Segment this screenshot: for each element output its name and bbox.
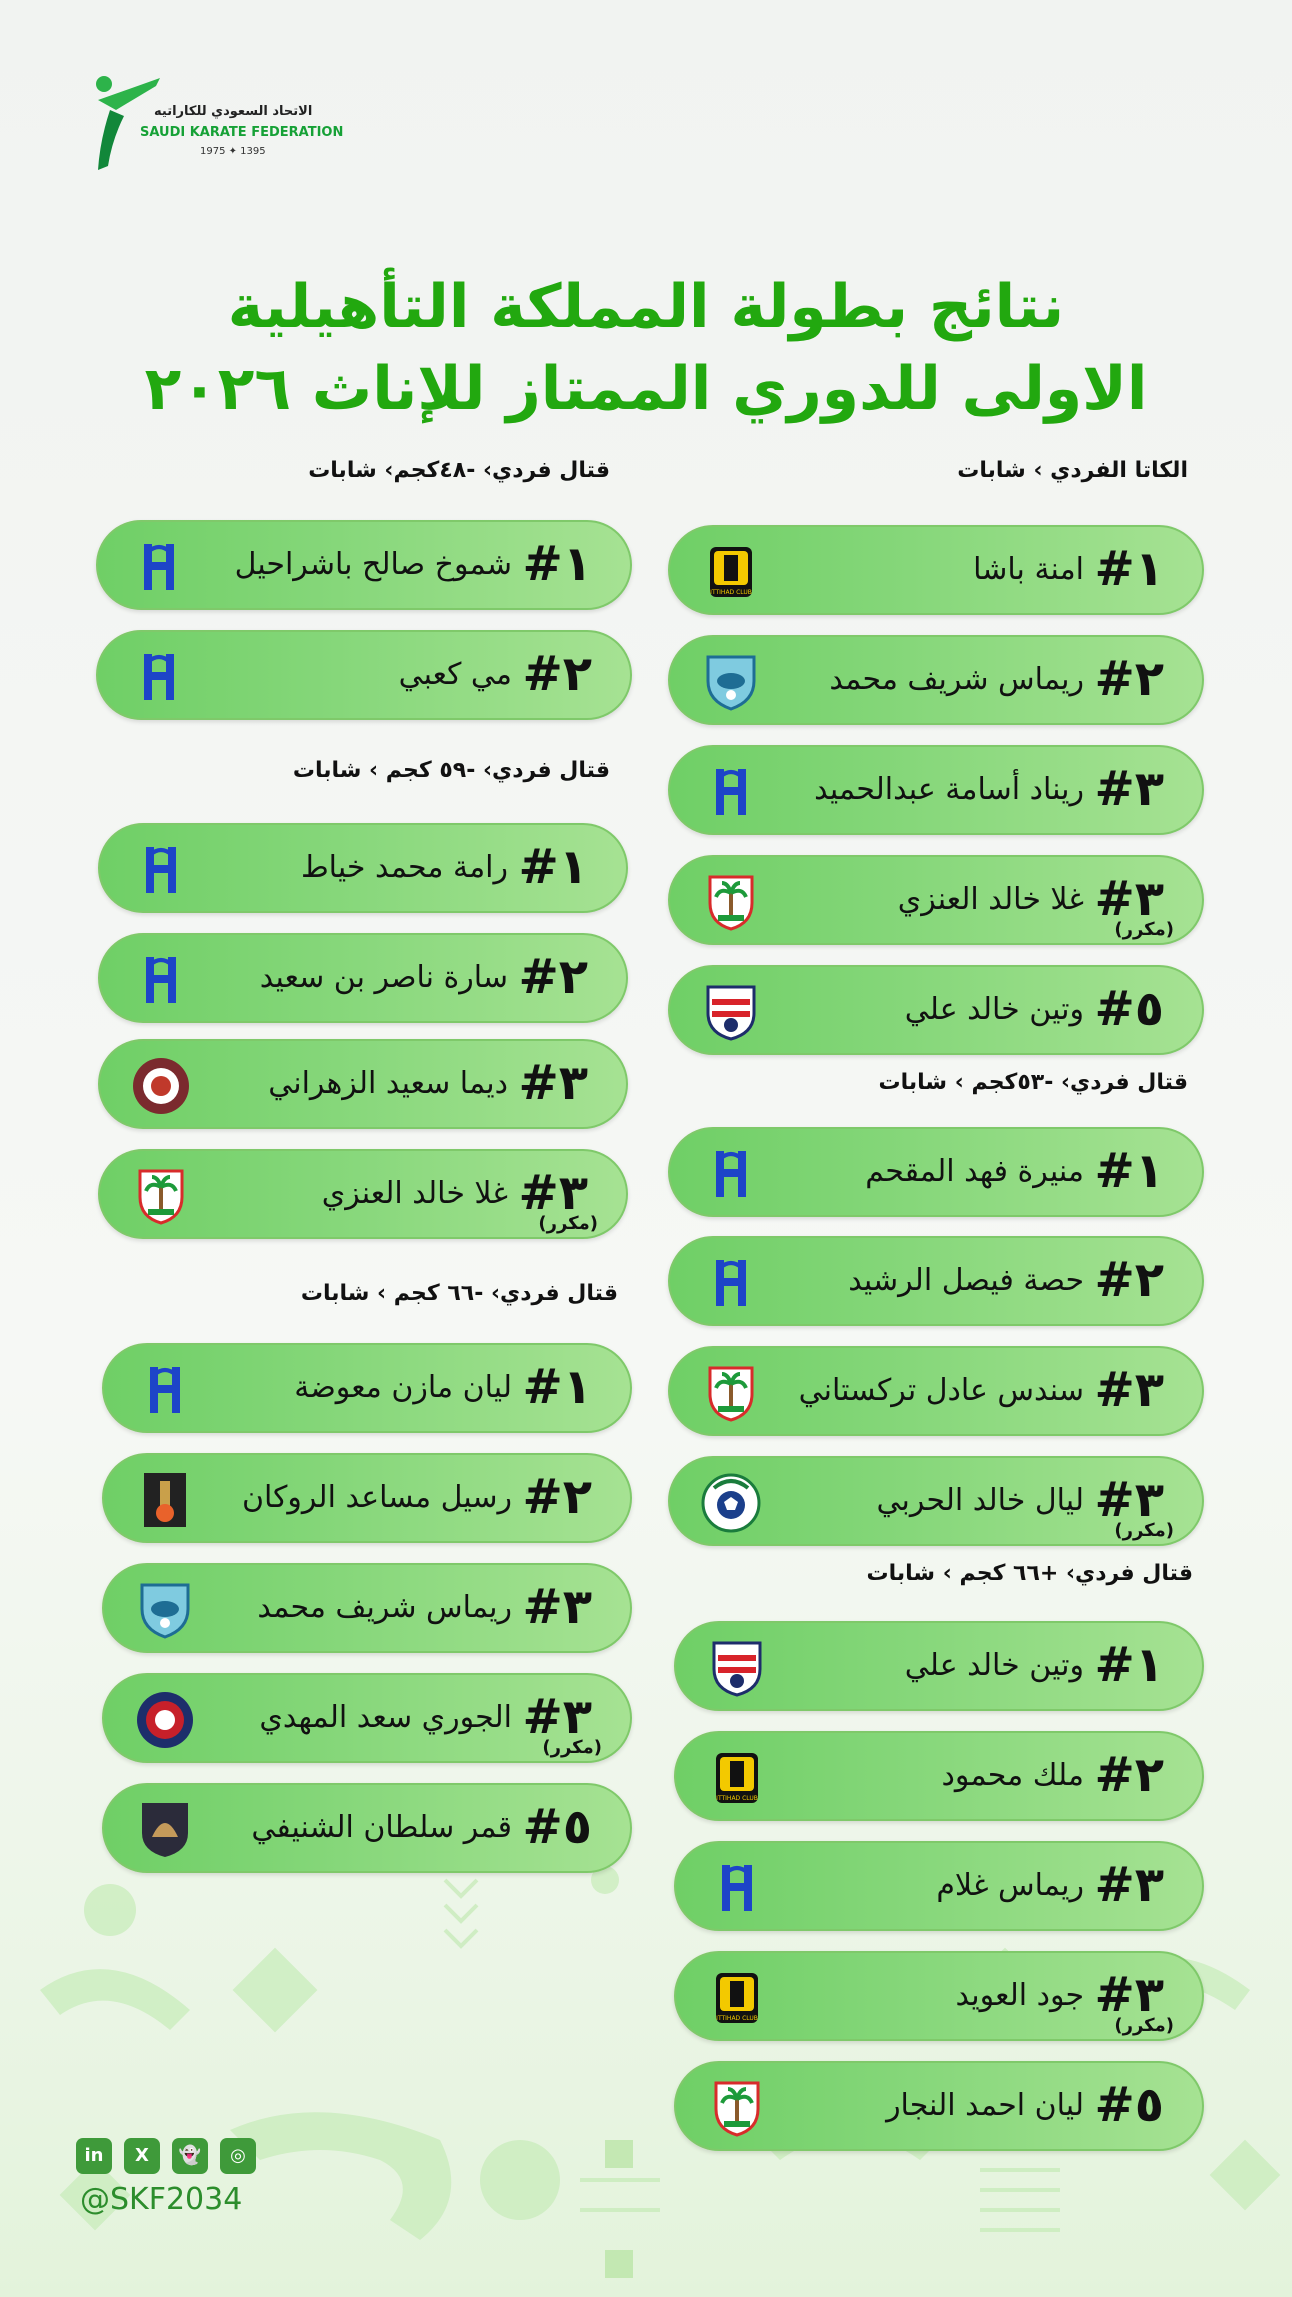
instagram-icon[interactable]: ◎: [220, 2138, 256, 2174]
rank-label: #٥: [1094, 2077, 1164, 2133]
athlete-name: ليان احمد النجار: [886, 2088, 1084, 2123]
bluefish-crest-icon: [700, 651, 762, 713]
result-row: [98, 933, 628, 1023]
palm-crest-icon: [700, 1362, 762, 1424]
result-row: [102, 1783, 632, 1873]
athlete-name: ليان مازن معوضة: [294, 1370, 512, 1405]
athlete-name: الجوري سعد المهدي: [259, 1700, 512, 1735]
round-crest-icon: [134, 1689, 196, 1751]
athlete-name: حصة فيصل الرشيد: [848, 1263, 1084, 1298]
result-row: [674, 2061, 1204, 2151]
linkedin-icon[interactable]: in: [76, 2138, 112, 2174]
ittihad-crest-icon: [700, 541, 762, 603]
hilal-crest-icon: [700, 1252, 762, 1314]
athlete-name: ريماس غلام: [936, 1868, 1084, 1903]
social-handle: @SKF2034: [80, 2182, 243, 2217]
rank-label: #١: [522, 1359, 592, 1415]
athlete-name: قمر سلطان الشنيفي: [251, 1810, 512, 1845]
svg-text:ITTIHAD CLUB: ITTIHAD CLUB: [710, 589, 752, 596]
athlete-name: غلا خالد العنزي: [321, 1176, 508, 1211]
result-row: [668, 1346, 1204, 1436]
athlete-name: منيرة فهد المقحم: [865, 1154, 1084, 1189]
palm-crest-icon: [700, 871, 762, 933]
repeat-label: (مكرر): [538, 1213, 598, 1234]
athlete-name: ملك محمود: [941, 1758, 1084, 1793]
athlete-name: رامة محمد خياط: [300, 850, 508, 885]
org-name-english: SAUDI KARATE FEDERATION: [140, 125, 344, 140]
org-founding-years: 1975 ✦ 1395: [200, 146, 266, 157]
result-row: [102, 1453, 632, 1543]
rank-label: #٣: [1094, 871, 1164, 927]
social-icons: [76, 2138, 256, 2174]
rank-label: #١: [522, 536, 592, 592]
rank-label: #٥: [1094, 981, 1164, 1037]
rank-label: #١: [1094, 1637, 1164, 1693]
result-row: [674, 1731, 1204, 1821]
rank-label: #٣: [522, 1579, 592, 1635]
athlete-name: ريماس شريف محمد: [829, 662, 1084, 697]
result-row: [98, 1149, 628, 1239]
karate-kick-icon: [90, 70, 160, 170]
rank-label: #٢: [1094, 1747, 1164, 1803]
x-icon[interactable]: X: [124, 2138, 160, 2174]
rank-label: #٢: [518, 949, 588, 1005]
rank-label: #٣: [518, 1055, 588, 1111]
result-row: [668, 965, 1204, 1055]
result-row: [102, 1673, 632, 1763]
hilal-crest-icon: [128, 646, 190, 708]
ittihad-crest-icon: [706, 1747, 768, 1809]
repeat-label: (مكرر): [1114, 919, 1174, 940]
shield-crest-icon: [700, 981, 762, 1043]
result-row: [668, 1456, 1204, 1546]
athlete-name: ريناد أسامة عبدالحميد: [814, 772, 1084, 807]
alula-crest-icon: [134, 1799, 196, 1861]
hilal-crest-icon: [700, 1143, 762, 1205]
result-row: [98, 823, 628, 913]
section-heading: قتال فردي› +٦٦ كجم › شابات: [866, 1561, 1193, 1586]
rank-label: #٣: [1094, 1967, 1164, 2023]
athlete-name: جود العويد: [955, 1978, 1084, 2013]
hilal-crest-icon: [706, 1857, 768, 1919]
rank-label: #١: [1094, 1143, 1164, 1199]
svg-text:ITTIHAD CLUB: ITTIHAD CLUB: [716, 2015, 758, 2022]
ittihad-crest-icon: [706, 1967, 768, 2029]
athlete-name: غلا خالد العنزي: [897, 882, 1084, 917]
section-heading: قتال فردي› -٤٨كجم› شابات: [308, 458, 610, 483]
palm-crest-icon: [706, 2077, 768, 2139]
rank-label: #٣: [522, 1689, 592, 1745]
athlete-name: رسيل مساعد الروكان: [241, 1480, 512, 1515]
athlete-name: امنة باشا: [973, 552, 1084, 587]
rank-label: #١: [518, 839, 588, 895]
rank-label: #٢: [522, 1469, 592, 1525]
athlete-name: ديما سعيد الزهراني: [268, 1066, 508, 1101]
result-row: [674, 1951, 1204, 2041]
faisaly-crest-icon: [130, 1055, 192, 1117]
section-heading: الكاتا الفردي › شابات: [957, 458, 1188, 483]
shield-crest-icon: [706, 1637, 768, 1699]
palm-crest-icon: [130, 1165, 192, 1227]
ball-crest-icon: [700, 1472, 762, 1534]
org-name-arabic: الاتحاد السعودي للكاراتيه: [154, 104, 313, 119]
result-row: [96, 630, 632, 720]
result-row: [674, 1841, 1204, 1931]
athlete-name: ليال خالد الحربي: [876, 1483, 1084, 1518]
athlete-name: سارة ناصر بن سعيد: [259, 960, 508, 995]
result-row: [668, 525, 1204, 615]
result-row: [674, 1621, 1204, 1711]
result-row: [96, 520, 632, 610]
bluefish-crest-icon: [134, 1579, 196, 1641]
hilal-crest-icon: [130, 949, 192, 1011]
rank-label: #٢: [522, 646, 592, 702]
athlete-name: ريماس شريف محمد: [257, 1590, 512, 1625]
athlete-name: وتين خالد علي: [904, 992, 1084, 1027]
result-row: [668, 635, 1204, 725]
rank-label: #٥: [522, 1799, 592, 1855]
tower-crest-icon: [134, 1469, 196, 1531]
page-title-line2: الاولى للدوري الممتاز للإناث ٢٠٢٦: [144, 354, 1148, 424]
result-row: [668, 855, 1204, 945]
athlete-name: سندس عادل تركستاني: [798, 1373, 1084, 1408]
snapchat-icon[interactable]: 👻: [172, 2138, 208, 2174]
rank-label: #٢: [1094, 651, 1164, 707]
svg-text:ITTIHAD CLUB: ITTIHAD CLUB: [716, 1795, 758, 1802]
rank-label: #٢: [1094, 1252, 1164, 1308]
hilal-crest-icon: [134, 1359, 196, 1421]
section-heading: قتال فردي› -٥٣كجم › شابات: [878, 1070, 1188, 1095]
rank-label: #٣: [1094, 1857, 1164, 1913]
rank-label: #٣: [1094, 1472, 1164, 1528]
rank-label: #٣: [1094, 1362, 1164, 1418]
athlete-name: وتين خالد علي: [904, 1648, 1084, 1683]
federation-logo: [90, 70, 344, 170]
athlete-name: مي كعبي: [398, 657, 512, 692]
repeat-label: (مكرر): [1114, 1520, 1174, 1541]
repeat-label: (مكرر): [542, 1737, 602, 1758]
page-title-line1: نتائج بطولة المملكة التأهيلية: [227, 272, 1065, 342]
rank-label: #٣: [518, 1165, 588, 1221]
repeat-label: (مكرر): [1114, 2015, 1174, 2036]
result-row: [668, 1236, 1204, 1326]
result-row: [668, 1127, 1204, 1217]
hilal-crest-icon: [700, 761, 762, 823]
athlete-name: شموخ صالح باشراحيل: [234, 547, 512, 582]
hilal-crest-icon: [128, 536, 190, 598]
result-row: [102, 1563, 632, 1653]
result-row: [102, 1343, 632, 1433]
section-heading: قتال فردي› -٥٩ كجم › شابات: [292, 758, 610, 783]
result-row: [668, 745, 1204, 835]
hilal-crest-icon: [130, 839, 192, 901]
section-heading: قتال فردي› -٦٦ كجم › شابات: [300, 1281, 618, 1306]
rank-label: #٣: [1094, 761, 1164, 817]
result-row: [98, 1039, 628, 1129]
rank-label: #١: [1094, 541, 1164, 597]
